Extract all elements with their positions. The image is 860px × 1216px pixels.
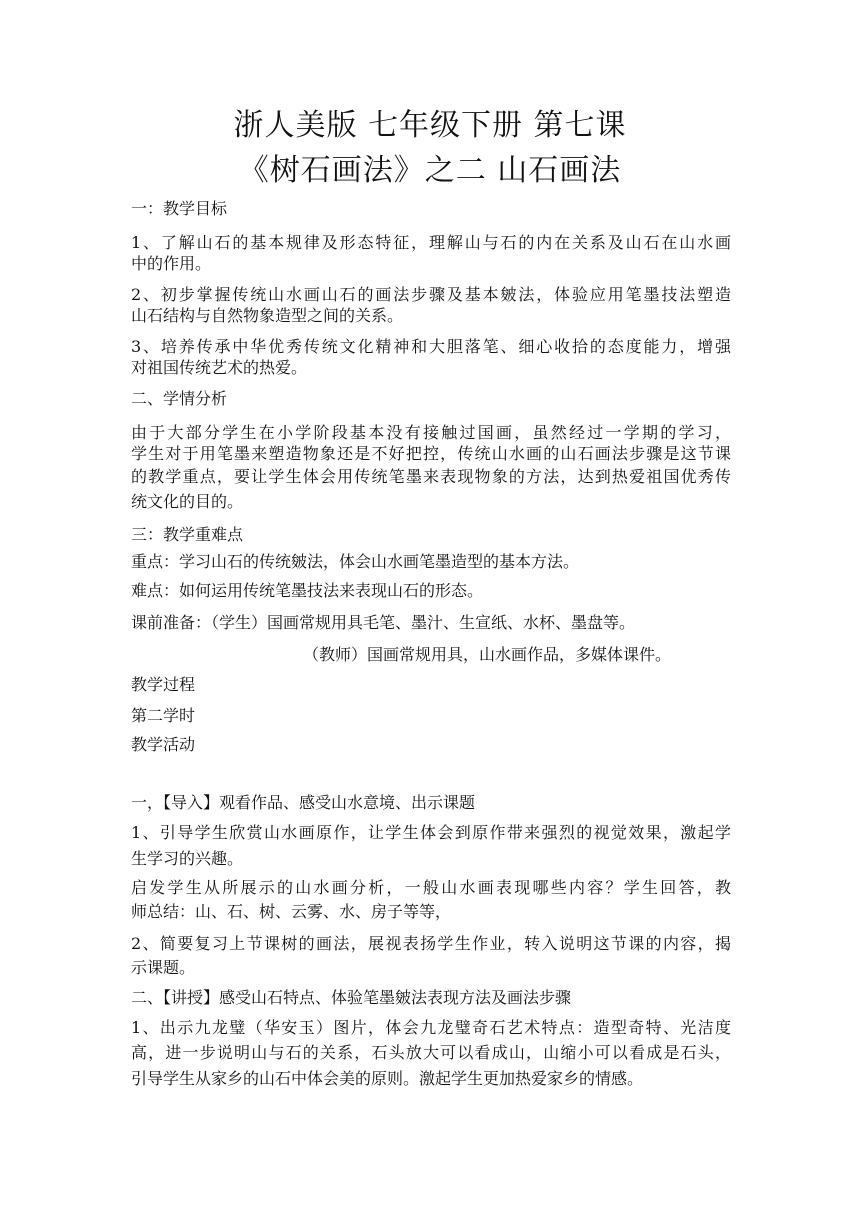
heading-teaching-process: 教学过程 [131, 675, 196, 694]
text-line: 重点：学习山石的传统皴法，体会山水画笔墨造型的基本方法。 [131, 552, 580, 571]
text-line: 山石结构与自然物象造型之间的关系。 [131, 306, 404, 325]
text-line: 3、培养传承中华优秀传统文化精神和大胆落笔、细心收拾的态度能力，增强 [131, 337, 731, 356]
text-line: 对祖国传统艺术的热爱。 [131, 358, 308, 377]
text-line: 1、了解山石的基本规律及形态特征，理解山与石的内在关系及山石在山水画 [131, 233, 731, 252]
heading-learner-analysis: 二、学情分析 [131, 389, 228, 408]
text-line: 启发学生从所展示的山水画分析，一般山水画表现哪些内容？学生回答，教 [131, 878, 731, 897]
heading-lecture: 二、【讲授】感受山石特点、体验笔墨皴法表现方法及画法步骤 [131, 988, 572, 1007]
text-line: 的教学重点，要让学生体会用传统笔墨来表现物象的方法，达到热爱祖国优秀传 [131, 467, 731, 486]
text-line: 师总结：山、石、树、云雾、水、房子等等， [131, 902, 452, 921]
text-line: 1、引导学生欣赏山水画原作，让学生体会到原作带来强烈的视觉效果，激起学 [131, 823, 731, 842]
text-line: 由于大部分学生在小学阶段基本没有接触过国画，虽然经过一学期的学习， [131, 423, 731, 442]
text-line: 课前准备：（学生）国画常规用具毛笔、墨汁、生宣纸、水杯、墨盘等。 [131, 613, 636, 632]
text-line: 生学习的兴趣。 [131, 849, 244, 868]
document-title-line2: 《树石画法》之二 山石画法 [238, 153, 622, 188]
text-line: 1、出示九龙璧（华安玉）图片，体会九龙璧奇石艺术特点：造型奇特、光洁度 [131, 1018, 731, 1037]
text-line: 第二学时 [131, 706, 196, 725]
text-line: 学生对于用笔墨来塑造物象还是不好把控，传统山水画的山石画法步骤是这节课 [131, 444, 731, 463]
heading-introduction: 一，【导入】观看作品、感受山水意境、出示课题 [131, 793, 476, 812]
text-line: 2、初步掌握传统山水画山石的画法步骤及基本皴法，体验应用笔墨技法塑造 [131, 285, 731, 304]
document-title-line1: 浙人美版 七年级下册 第七课 [233, 108, 627, 143]
text-line: 高，进一步说明山与石的关系，石头放大可以看成山，山缩小可以看成是石头， [131, 1043, 731, 1062]
text-line: （教师）国画常规用具，山水画作品，多媒体课件。 [303, 645, 672, 664]
text-line: 引导学生从家乡的山石中体会美的原则。激起学生更加热爱家乡的情感。 [131, 1069, 644, 1088]
text-line: 2、简要复习上节课树的画法，展视表扬学生作业，转入说明这节课的内容，揭 [131, 934, 731, 953]
text-line: 统文化的目的。 [131, 492, 244, 511]
text-line: 难点：如何运用传统笔墨技法来表现山石的形态。 [131, 581, 484, 600]
heading-teaching-goals: 一：教学目标 [131, 199, 228, 218]
text-line: 示课题。 [131, 958, 196, 977]
text-line: 中的作用。 [131, 254, 212, 273]
heading-key-difficulties: 三：教学重难点 [131, 525, 244, 544]
text-line: 教学活动 [131, 735, 196, 754]
